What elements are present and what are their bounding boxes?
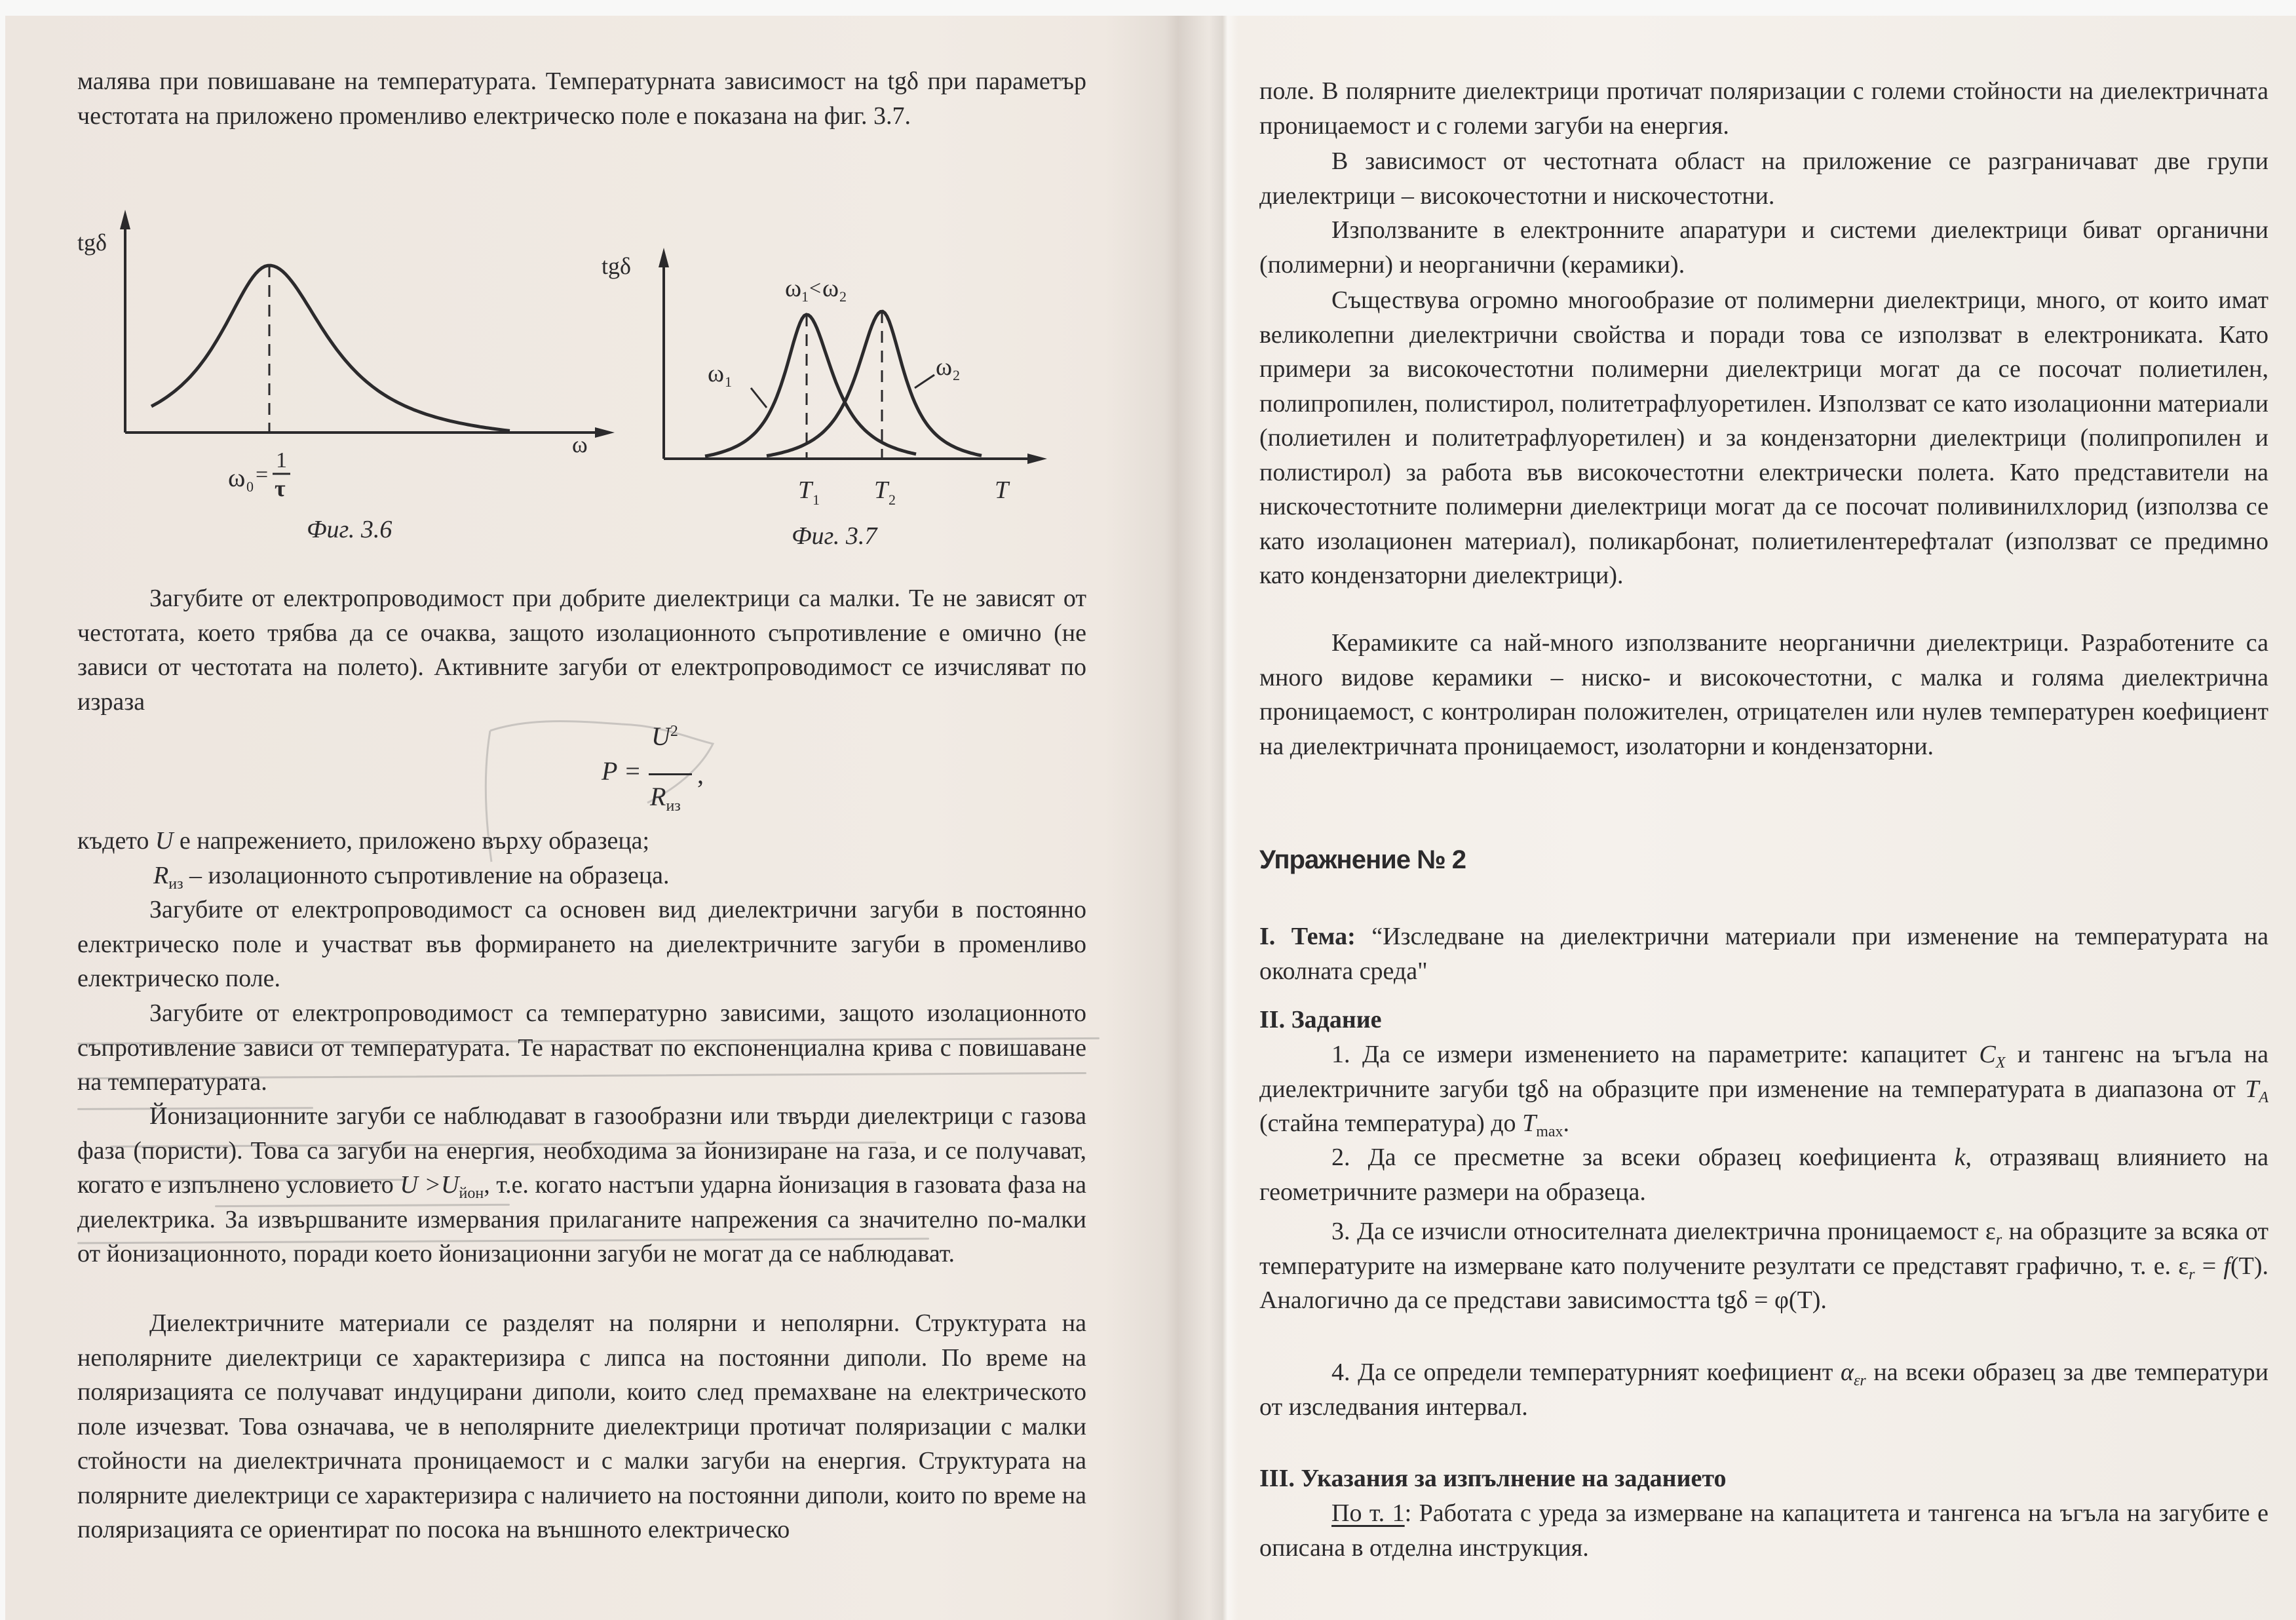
svg-text:ω: ω: [228, 463, 246, 492]
ionization-paragraph: Йонизационните загуби се наблюдават в газообразни или твърди диелектрици с газова фаза (пористи). Това са загуби на енергия, необходима за йонизиране на газа, и се получават, когато е изпълнено условието $U >U_{йон}$, т.е. когато настъпи ударна йонизация в газовата фаза на диелектрика. За извършваните измервания прилаганите напрежения са значително по-малки от йонизационното, поради което йонизационни загуби не могат да се наблюдават.: [77, 1102, 1087, 1267]
right-paragraph-4: Съществува огромно многообразие от полимерни диелектрици, много, от които имат великолепни диелектрични свойства и поради това се използват в електрониката. Като примери за високочестотни полимерни диелектрици могат да се посочат полиетилен, полипропилен, полистирол, политетрафлуоретилен. Използват се като изолационни материали (полиетилен и политетрафлуоретилен) и за кондензаторни диелектрици (полипропилен и полистирол) за работа във високочестотни електрически полета. Като представители на нискочестотните полимерни диелектрици могат да се посочат поливинилхлорид (използва се като изолационен материал), поликарбонат, полиетилентерефталат (използват се предимно като кондензаторни диелектрици).: [1259, 286, 2268, 589]
fig37-curve-omega2: [767, 311, 982, 455]
polar-paragraph: Диелектричните материали се разделят на полярни и неполярни. Структурата на неполярните диелектрици се характеризира с липса на постоянни диполи. По време на поляризацията се получават индуцирани диполи, които след премахване на електрическото поле изчезват. Това означава, че в неполярните диелектрици протичат поляризации с малки стойности на диелектричната проницаемост и с малки загуби на енергия. Структурата на полярните диелектрици се характеризира с наличието на постоянни диполи, които по време на поляризацията се ориентират по посока на външното електрическо: [77, 1309, 1086, 1543]
formula-lhs: P =: [602, 756, 641, 786]
where-u-line: където U е напрежението, приложено върху образеца;: [77, 827, 650, 855]
intro-paragraph: малява при повишаване на температурата. Температурната зависимост на tgδ при параметър честотата на приложено променливо електрическо поле е показана на фиг. 3.7.: [77, 68, 1086, 130]
formula-comma: ,: [697, 760, 704, 789]
svg-text:1: 1: [801, 288, 809, 305]
conduction-paragraph-1: Загубите от електропроводимост при добрите диелектрици са малки. Те не зависят от честотата, което трябва да се очаква, защото изолационното съпротивление е омично (не зависи от честотата на полето). Активните загуби от електропроводимост се изчисляват по израза: [77, 585, 1086, 716]
fig36-x-axis: [125, 427, 615, 438]
fig37-caption: Фиг. 3.7: [792, 522, 877, 550]
right-paragraph-2: В зависимост от честотната област на приложение се разграничават две групи диелектрици – високочестотни и нискочестотни.: [1259, 147, 2268, 210]
fig37-series-label-omega2: [936, 353, 960, 383]
conduction-paragraph-2: Загубите от електропроводимост са основен вид диелектрични загуби в постоянно електрическо поле и участват във формирането на диелектричните загуби в променливо електрическо поле.: [77, 896, 1086, 992]
svg-text:T: T: [798, 476, 813, 504]
fig37-curve-omega1: [705, 315, 916, 456]
svg-text:ω: ω: [708, 360, 725, 387]
task-item-2: 2. Да се пресметне за всеки образец коефициента k, отразяващ влиянието на геометричните размери на образеца.: [1259, 1144, 2268, 1206]
task-item-1: 1. Да се измери изменението на параметрите: капацитет $C_X$ и тангенс на ъгъла на диелектричните загуби tgδ на образците при изменение на температурата в диапазона от $T_A$ (стайна температура) до $T_{max}$.: [1259, 1041, 2268, 1140]
svg-text:0: 0: [246, 478, 254, 495]
topic-line: I. Тема: “Изследване на диелектрични материали при изменение на температурата на околната среда": [1259, 923, 2268, 985]
exercise-heading: Упражнение № 2: [1259, 845, 1466, 874]
fig36-y-axis: [120, 210, 130, 433]
fig37-condition-label: [785, 275, 847, 305]
fig37-y-label: tgδ: [602, 253, 631, 279]
task-item-3: 3. Да се изчисли относителната диелектрична проницаемост $\varepsilon_r$ на образците за всяка от температурите на измерване като получените резултати се представят графично, т. е. $\varepsilon_r = f(T)$. Аналогично да се представи зависимостта tgδ = φ(T).: [1259, 1218, 2268, 1314]
svg-text:ω: ω: [822, 275, 839, 302]
fig36-caption: Фиг. 3.6: [307, 516, 392, 543]
formula-fraction-bar: [649, 773, 692, 775]
fig36-x-label: ω: [572, 431, 588, 457]
figure-3-6: [77, 210, 615, 550]
svg-text:1: 1: [276, 448, 287, 473]
formula-denominator: $R_{из}$: [650, 782, 681, 815]
conduction-paragraph-3: Загубите от електропроводимост са температурно зависими, защото изолационното съпротивление зависи от температурата. Те нарастват по експоненциална крива с повишаване на температурата.: [77, 999, 1086, 1096]
instructions-item-1: По т. 1: Работата с уреда за измерване на капацитета и тангенса на ъгъла на загубите е описана в отделна инструкция.: [1259, 1499, 2268, 1562]
power-loss-formula: [602, 721, 733, 826]
fig36-omega0-annotation: [228, 448, 290, 501]
instructions-heading: III. Указания за изпълнение на заданието: [1259, 1465, 1727, 1492]
svg-text:ω: ω: [785, 275, 802, 302]
svg-text:1: 1: [813, 492, 820, 508]
fig37-tick-t1: [798, 476, 820, 508]
instructions-ref-link: По т. 1: [1331, 1499, 1405, 1527]
svg-text:2: 2: [889, 492, 896, 508]
svg-text:=: =: [256, 463, 269, 487]
fig37-x-axis: [664, 453, 1047, 464]
svg-text:2: 2: [839, 288, 847, 305]
task-heading: II. Задание: [1259, 1006, 1382, 1033]
fig37-y-axis: [659, 248, 669, 459]
fig37-omega1-leader: [751, 388, 767, 408]
svg-text:2: 2: [953, 367, 960, 383]
fig37-omega2-leader: [915, 375, 934, 388]
svg-text:τ: τ: [275, 475, 286, 501]
fig37-tick-t2: [874, 476, 896, 508]
svg-text:1: 1: [725, 374, 732, 390]
right-paragraph-3: Използваните в електронните апаратури и системи диелектрици биват органични (полимерни) и неорганични (керамики).: [1259, 216, 2268, 279]
fig36-bell-curve: [151, 265, 510, 431]
right-paragraph-1: поле. В полярните диелектрици протичат поляризации с големи стойности на диелектричната проницаемост и с големи загуби на енергия.: [1259, 77, 2268, 140]
svg-text:ω: ω: [936, 353, 953, 381]
fig36-y-label: tgδ: [77, 229, 107, 256]
fig37-x-label: T: [995, 476, 1009, 504]
where-r-line: $R_{из}$ – изолационното съпротивление на образеца.: [153, 862, 670, 893]
fig37-series-label-omega1: [708, 360, 732, 390]
svg-text:<: <: [809, 276, 822, 299]
book-gutter: [1166, 16, 1238, 1620]
figure-3-7: [595, 236, 1093, 550]
svg-text:T: T: [874, 476, 889, 504]
right-paragraph-5: Керамиките са най-много използваните неорганични диелектрици. Разработените са много видове керамики – ниско- и високочестотни, с малка и голяма диелектрична проницаемост, с контролиран положителен, отрицателен или нулев температурен коефициент на диелектричната проницаемост, изолаторни и кондензаторни.: [1259, 629, 2268, 760]
formula-numerator: $U^2$: [651, 722, 678, 751]
task-item-4: 4. Да се определи температурният коефициент $\alpha_{\varepsilon r}$ на всеки образец за две температури от изследвания интервал.: [1259, 1359, 2268, 1421]
